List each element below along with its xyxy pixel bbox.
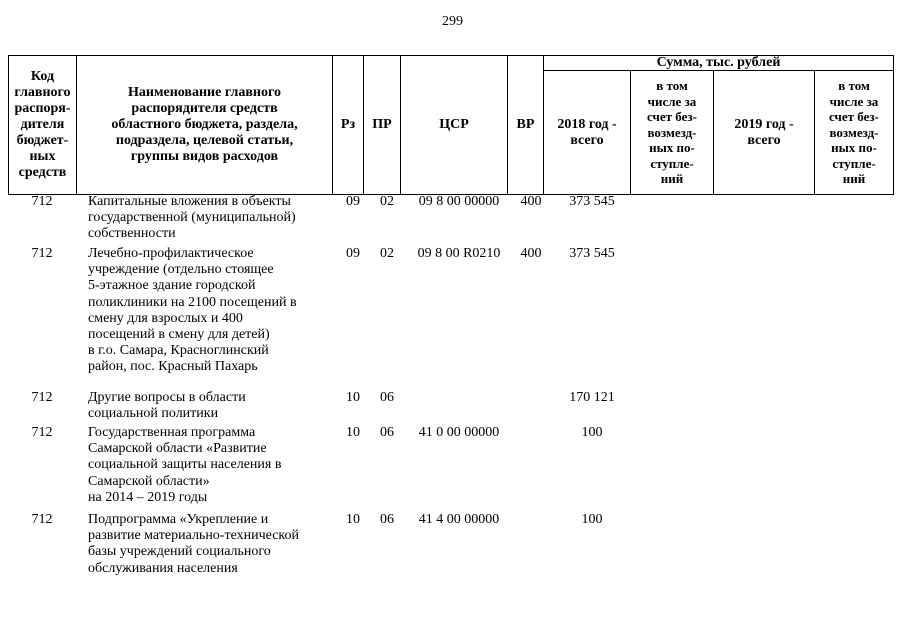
- cell-csr: 09 8 00 R0210: [417, 246, 501, 261]
- header-name: Наименование главного распорядителя средств областного бюджета, раздела, подраздела, целевой статьи, группы видов расходов: [111, 85, 298, 164]
- cell-name: Капитальные вложения в объекты государственной (муниципальной) собственности: [88, 194, 296, 242]
- cell-code: 712: [31, 512, 53, 527]
- cell-csr: 41 4 00 00000: [418, 512, 500, 527]
- header-pr: ПР: [372, 117, 392, 132]
- cell-code: 712: [31, 390, 53, 405]
- cell-pr: 06: [380, 390, 394, 405]
- table-header: [8, 55, 894, 194]
- cell-name: Подпрограмма «Укрепление и развитие материально-технической базы учреждений социального обслуживания населения: [88, 512, 300, 576]
- cell-code: 712: [31, 246, 53, 261]
- cell-vr: 400: [520, 194, 542, 209]
- cell-rz: 10: [346, 390, 360, 405]
- cell-rz: 10: [346, 425, 360, 440]
- header-rz: Рз: [340, 117, 356, 132]
- header-2018-total: 2018 год - всего: [557, 116, 617, 148]
- cell-vr: 400: [520, 246, 542, 261]
- cell-rz: 09: [346, 246, 360, 261]
- page-number: 299: [442, 14, 463, 29]
- cell-pr: 06: [380, 425, 394, 440]
- cell-csr: 41 0 00 00000: [418, 425, 500, 440]
- cell-name: Государственная программа Самарской области «Развитие социальной защиты населения в Самарской области» на 2014 – 2019 годы: [88, 425, 282, 505]
- cell-2018-total: 170 121: [569, 390, 615, 405]
- header-sum: Сумма, тыс. рублей: [656, 54, 781, 70]
- cell-csr: 09 8 00 00000: [418, 194, 500, 209]
- cell-rz: 09: [346, 194, 360, 209]
- header-2019-total: 2019 год - всего: [734, 116, 794, 148]
- header-csr: ЦСР: [439, 117, 469, 132]
- cell-name: Лечебно-профилактическое учреждение (отдельно стоящее 5-этажное здание городской поликлиники на 2100 посещений в смену для взрослых и 400 посещений в смену для детей) в г.о. Самара, Красноглинский район, пос. Красный Пахарь: [88, 246, 297, 375]
- cell-pr: 02: [380, 194, 394, 209]
- cell-2018-total: 373 545: [569, 246, 615, 261]
- cell-code: 712: [31, 194, 53, 209]
- cell-code: 712: [31, 425, 53, 440]
- cell-pr: 02: [380, 246, 394, 261]
- header-2019-free: в том числе за счет без- возмезд- ных по- ступле- ний: [829, 78, 879, 187]
- cell-pr: 06: [380, 512, 394, 527]
- header-2018-free: в том числе за счет без- возмезд- ных по- ступле- ний: [647, 78, 697, 187]
- cell-2018-total: 100: [581, 512, 603, 527]
- cell-2018-total: 373 545: [569, 194, 615, 209]
- cell-name: Другие вопросы в области социальной политики: [88, 390, 246, 422]
- cell-rz: 10: [346, 512, 360, 527]
- header-rule-right: [893, 55, 894, 194]
- cell-2018-total: 100: [581, 425, 603, 440]
- header-vr: ВР: [516, 117, 535, 132]
- header-code: Код главного распоря- дителя бюджет- ных средств: [14, 69, 71, 180]
